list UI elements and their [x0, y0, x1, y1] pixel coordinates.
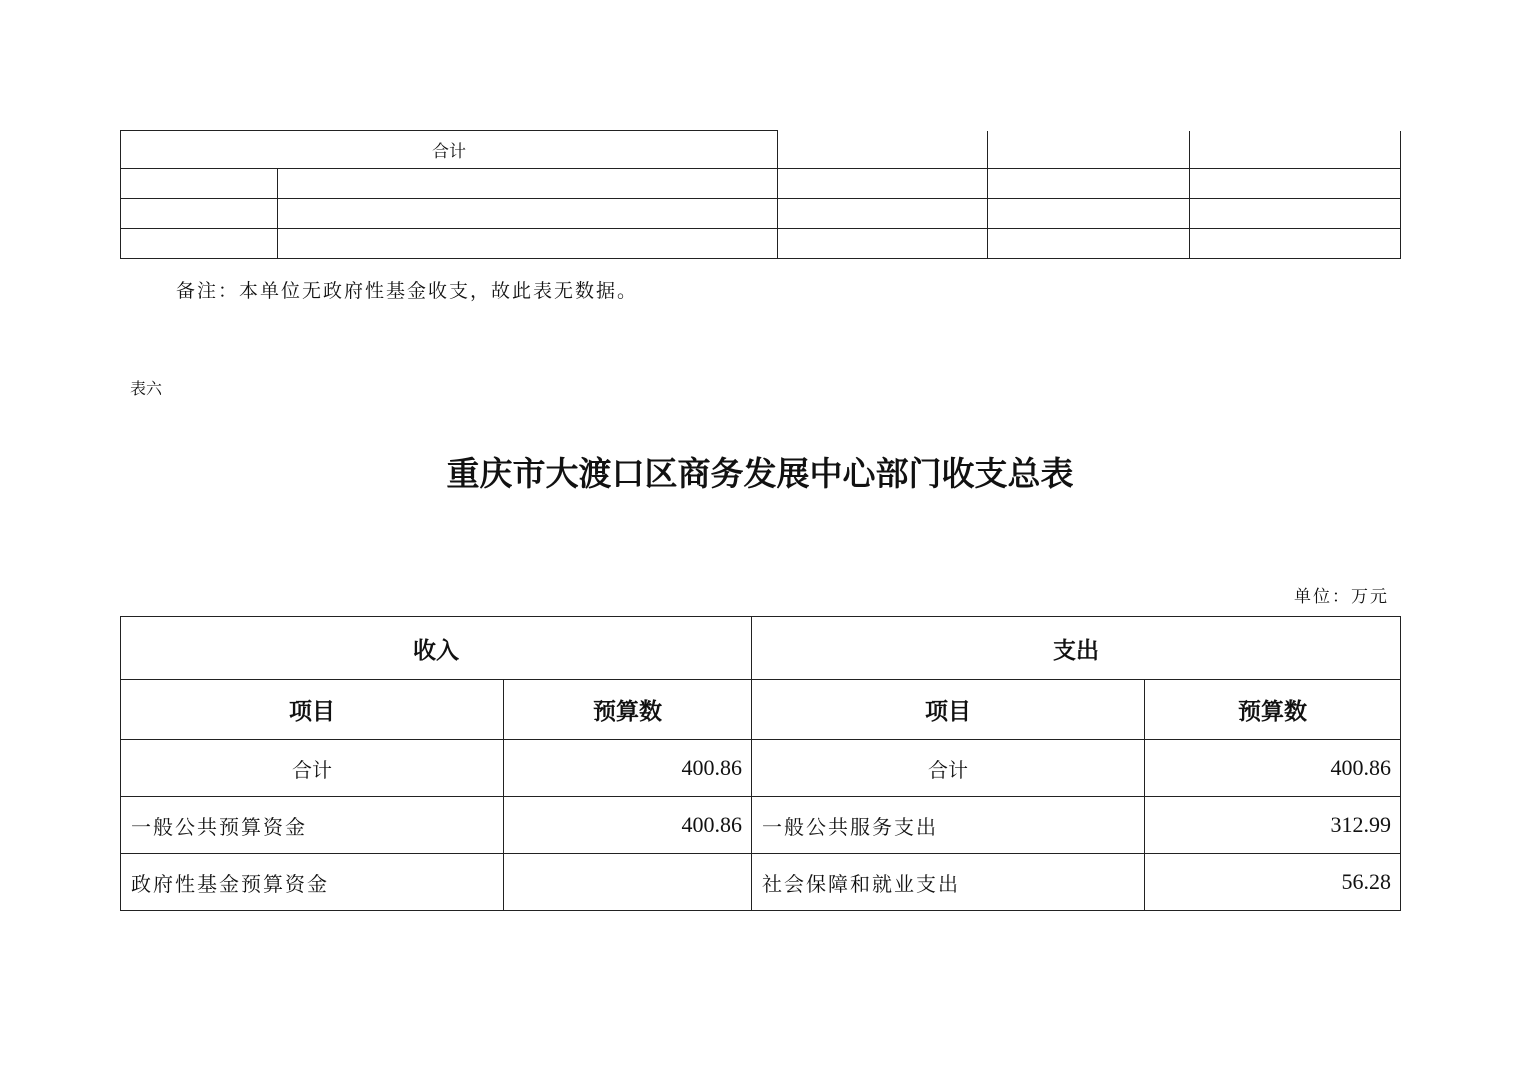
total-label: 合计: [121, 131, 778, 169]
table-cell: [121, 169, 278, 199]
expense-value: 312.99: [1145, 797, 1401, 854]
table-cell: [778, 229, 988, 259]
table-header-row: [121, 617, 1401, 680]
table-cell: [121, 199, 278, 229]
expense-item-column-header: 项目: [752, 680, 1145, 740]
table-number-label: 表六: [130, 379, 163, 398]
page-title: 重庆市大渡口区商务发展中心部门收支总表: [446, 454, 1074, 493]
table-cell: [278, 169, 778, 199]
table-row: [121, 199, 1401, 229]
table-header-row: [121, 680, 1401, 740]
table-row-total: [121, 740, 1401, 797]
income-value: 400.86: [504, 797, 752, 854]
income-item: 合计: [121, 740, 504, 797]
table-cell: [778, 131, 988, 169]
income-item-column-header: 项目: [121, 680, 504, 740]
table-cell: [988, 169, 1190, 199]
expense-value: 56.28: [1145, 854, 1401, 911]
table-cell: [1190, 199, 1401, 229]
table-cell: [778, 169, 988, 199]
income-expense-summary-table: [120, 616, 1401, 911]
table-cell: [988, 229, 1190, 259]
expense-header: 支出: [752, 617, 1401, 680]
income-header: 收入: [121, 617, 752, 680]
table-note: 备注：本单位无政府性基金收支，故此表无数据。: [176, 280, 639, 302]
table-row: [121, 229, 1401, 259]
table-cell: [1190, 229, 1401, 259]
table-cell: [278, 199, 778, 229]
table-row: [121, 797, 1401, 854]
table-cell: [988, 131, 1190, 169]
table-cell: [778, 199, 988, 229]
unit-label: 单位：万元: [1294, 587, 1389, 607]
expense-item: 社会保障和就业支出: [752, 854, 1145, 911]
income-item: 政府性基金预算资金: [121, 854, 504, 911]
table-cell: [1190, 131, 1401, 169]
table-cell: [988, 199, 1190, 229]
table-cell: [121, 229, 278, 259]
income-budget-column-header: 预算数: [504, 680, 752, 740]
expense-item: 合计: [752, 740, 1145, 797]
table-row: [121, 854, 1401, 911]
expense-item: 一般公共服务支出: [752, 797, 1145, 854]
table-cell: [278, 229, 778, 259]
table-row: [121, 131, 1401, 169]
income-value: [504, 854, 752, 911]
table-row: [121, 169, 1401, 199]
expense-value: 400.86: [1145, 740, 1401, 797]
income-item: 一般公共预算资金: [121, 797, 504, 854]
table-cell: [1190, 169, 1401, 199]
expense-budget-column-header: 预算数: [1145, 680, 1401, 740]
income-value: 400.86: [504, 740, 752, 797]
government-fund-table: [120, 130, 1401, 259]
